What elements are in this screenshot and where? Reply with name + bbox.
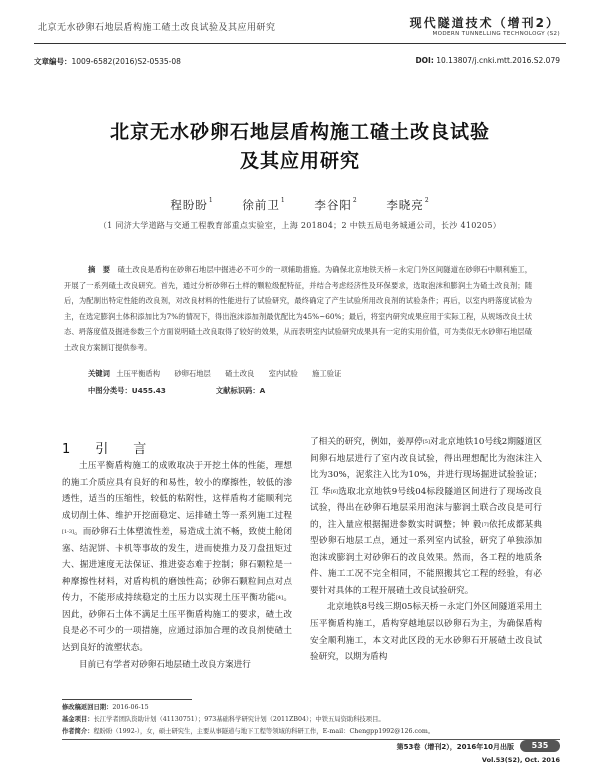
paragraph: 目前已有学者对砂卵石地层碴土改良方案进行 bbox=[79, 659, 251, 670]
header-rule bbox=[34, 43, 566, 44]
keyword: 施工验证 bbox=[312, 369, 342, 378]
author-1: 程盼盼$^1$ bbox=[170, 197, 214, 212]
clc-label: 中图分类号： bbox=[88, 386, 132, 395]
journal-english-name: MODERN TUNNELLING TECHNOLOGY (S2) bbox=[432, 31, 560, 37]
citation: [4] bbox=[275, 595, 284, 602]
paragraph: 土压平衡盾构施工的成败取决于开挖土体的性能，理想的施工介质应具有良好的和易性，较小的摩擦性，较低的渗透性，适当的压缩性，较低的粘附性，这样盾构才能顺利完成切削土体、维护开挖面稳定、运排碴土等一系列施工过程[1-3]。而砂卵石土体塑流性差，易造成土流不畅，致使土舱闭塞、结泥饼、卡机等事故的发生，进而使推力及刀盘扭矩过大、掘进速度无法保证、推进姿态难于控制；卵石颗粒是一种摩擦性材料，对盾构机的磨蚀性高；砂卵石颗粒间点对点传力，不能形成持续稳定的土压力以实现土压平衡功能[4]。因此，砂卵石土体不满足土压平衡盾构施工的要求，碴土改良是必不可少的一项措施，应通过添加合理的改良剂使碴土达到良好的流塑状态。 bbox=[62, 461, 292, 654]
right-column bbox=[310, 434, 542, 666]
article-number-value: 1009-6582(2016)S2-0535-08 bbox=[71, 57, 181, 66]
footnote-received: 修改稿返回日期：2016-06-15 bbox=[62, 704, 149, 711]
affiliation: （1 同济大学道路与交通工程教育部重点实验室，上海 201804；2 中铁五局电务城通公司，长沙 410205） bbox=[98, 221, 502, 230]
citation: [1-3] bbox=[62, 529, 74, 536]
left-column bbox=[62, 458, 292, 673]
paper-title-line-1: 北京无水砂卵石地层盾构施工碴土改良试验 bbox=[109, 121, 490, 143]
citation: [7] bbox=[481, 521, 489, 528]
author-list bbox=[0, 197, 600, 213]
keyword: 碴土改良 bbox=[225, 369, 255, 378]
paragraph: 北京地铁8号线三期05标天桥－永定门外区间隧道采用土压平衡盾构施工，盾构穿越地层以砂卵石为主，为确保盾构安全顺利施工，本文对此区段的无水砂卵石开展碴土改良试验研究，以期为盾构 bbox=[310, 602, 542, 663]
clc-value: U455.43 bbox=[131, 386, 166, 395]
doi-label: DOI: bbox=[415, 56, 434, 65]
author-3: 李谷阳$^2$ bbox=[314, 197, 358, 212]
doi bbox=[415, 56, 560, 65]
keywords-label: 关键词 bbox=[88, 369, 110, 378]
author-2: 徐前卫$^1$ bbox=[242, 197, 286, 212]
journal-name: 现代隧道技术（增刊2） bbox=[409, 16, 560, 30]
abstract-text: 碴土改良是盾构在砂卵石地层中掘进必不可少的一项辅助措施。为确保北京地铁天桥－永定门外区间隧道在砂卵石中顺利施工，开展了一系列碴土改良研究。首先，通过分析砂卵石土样的颗粒级配特征，并结合考虑经济性及环保要求，选取泡沫和膨润土为碴土改良剂；随后，为配制出特定性能的改良剂，对改良材料的性能进行了试验研究，最终确定了产生试验所用改良剂的试验条件；再后，以室内坍落度试验为主，在选定膨润土体积添加比为7%的情况下，得出泡沫添加剂最优配比为45%~60%；最后，将室内研究成果应用于实际工程，从规场改良土状态、坍落度值及掘进参数三个方面说明碴土改良取得了较好的效果，从而表明室内试验研究成果具有一定的实用价值，可为类似无水砂卵石地层碴土改良方案制订提供参考。 bbox=[64, 265, 533, 352]
article-number-label: 文章编号： bbox=[34, 57, 72, 66]
classification bbox=[88, 386, 265, 396]
footer-issue: 第53卷（增刊2），2016年10月出版 bbox=[396, 743, 514, 751]
keyword: 室内试验 bbox=[268, 369, 298, 378]
article-number bbox=[34, 56, 181, 67]
footnote-rule bbox=[62, 699, 192, 700]
keywords bbox=[88, 369, 353, 379]
footnote-fund: 基金项目：长江学者团队资助计划（41130751）；973基础科学研究计划（2011ZB04）；中铁五局资助科技项目。 bbox=[62, 716, 385, 723]
doc-code-label: 文献标识码： bbox=[215, 386, 260, 395]
keyword: 砂卵石地层 bbox=[174, 369, 211, 378]
running-title: 北京无水砂卵石地层盾构施工碴土改良试验及其应用研究 bbox=[38, 23, 276, 33]
footer-rule bbox=[62, 739, 560, 740]
paper-title-line-2: 及其应用研究 bbox=[239, 150, 360, 172]
footer-volume: Vol.53(S2), Oct. 2016 bbox=[481, 756, 560, 764]
keyword: 土压平衡盾构 bbox=[116, 369, 160, 378]
citation: [5] bbox=[422, 439, 430, 445]
paragraph: 了相关的研究，例如，姜厚停[5]对北京地铁10号线2期隧道区间卵石地层进行了室内改良试验，得出理想配比为泡沫注入比为30%，泥浆注入比为10%，并进行现场掘进试验验证；江 华[6]选取北京地铁9号线04标段隧道区间进行了现场改良试验，得出在砂卵石地层采用泡沫与膨润土联合改良是可行的，注入量应根据掘进参数实时调整；钟 毅[7]依托成都某典型砂卵石地层工点，通过一系列室内试验，研究了单独添加泡沫或膨润土对砂卵石的改良效果。然而，各工程的地质条件、施工工况不完全相同，不能照搬其它工程的经验，有必要针对具体的工程开展碴土改良试验研究。 bbox=[310, 437, 542, 596]
section-heading: 1 引 言 bbox=[62, 442, 153, 457]
page-number-badge: 535 bbox=[520, 740, 560, 752]
author-4: 李晓亮$^2$ bbox=[386, 197, 430, 212]
doc-code-value: A bbox=[259, 386, 266, 395]
doi-value: 10.13807/j.cnki.mtt.2016.S2.079 bbox=[436, 56, 560, 65]
abstract bbox=[64, 262, 532, 356]
abstract-label: 摘 要 bbox=[88, 265, 111, 274]
footnote-author: 作者简介：程盼盼（1992-），女，硕士研究生，主要从事隧道与地下工程等领域的科研工作，E-mail：Chengpp1992@126.com。 bbox=[62, 728, 435, 735]
citation: [6] bbox=[330, 488, 338, 495]
